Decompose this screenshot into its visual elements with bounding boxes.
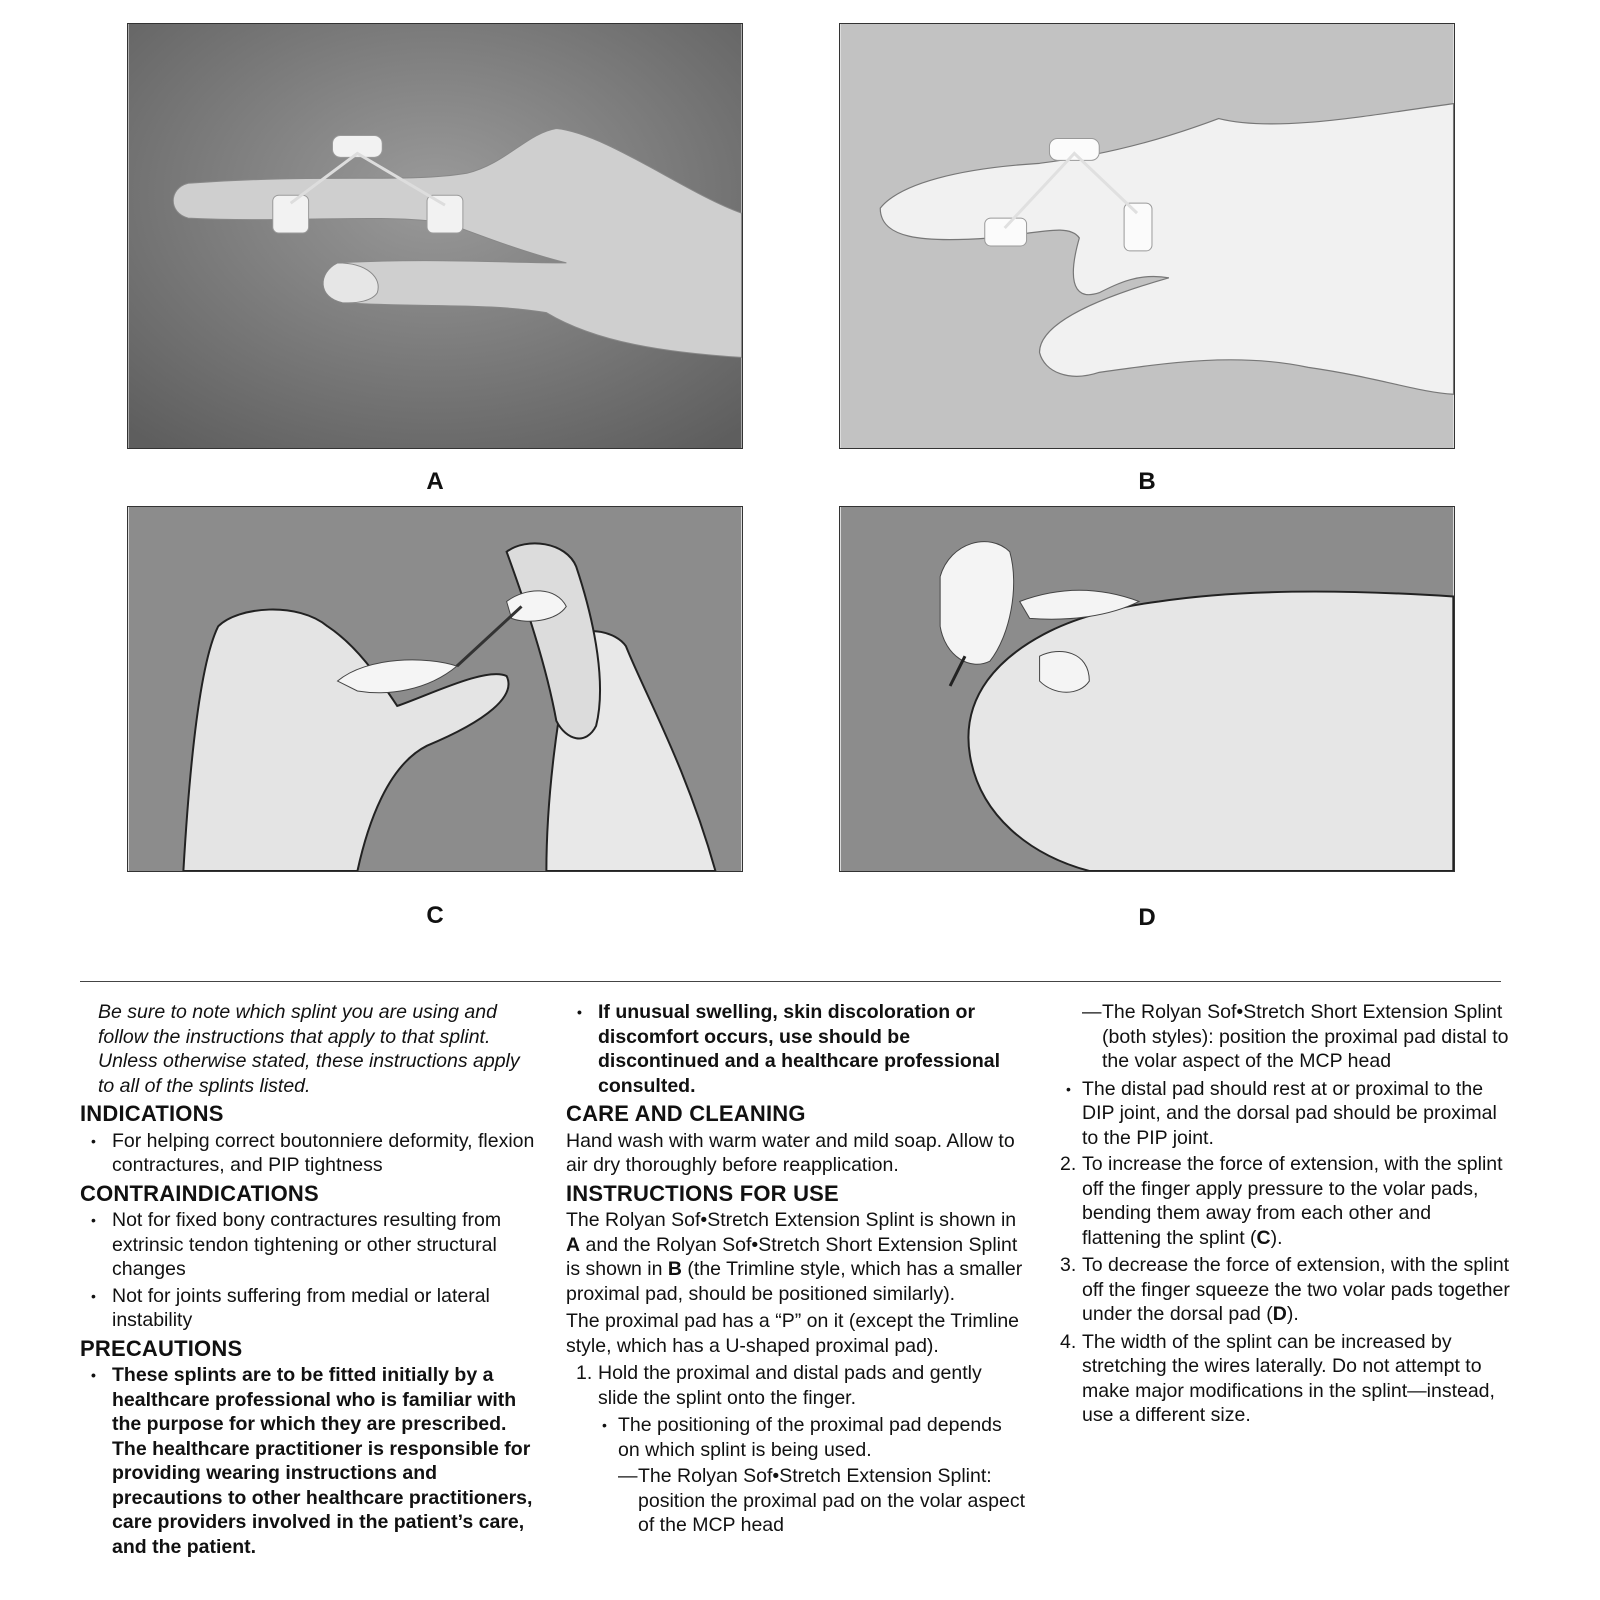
step-3: [1060, 1253, 1510, 1327]
step-1-dash-item: [1060, 1000, 1510, 1074]
step-1-subitem: • The positioning of the proximal pad depends on which splint is being used.: [566, 1413, 1026, 1462]
hand-with-splint-image: [128, 24, 742, 448]
figure-c-photo: [127, 506, 743, 872]
text-run: (the Trimline style, which has a smaller proximal pad, should be positioned similarly).: [566, 1258, 1023, 1305]
proximal-pad-paragraph: The proximal pad has a “P” on it (except the Trimline style, which has a U-shaped proximal pad).: [566, 1310, 1020, 1357]
step-1-dash-item: [566, 1464, 1026, 1538]
text-run: The Rolyan Sof•Stretch Extension Splint is shown in: [566, 1209, 1017, 1231]
figure-b-photo: [839, 23, 1455, 449]
figure-ref: D: [1272, 1303, 1287, 1325]
step-text: To increase the force of extension, with the splint off the finger apply pressure to the volar pads, bending them away from each other and flattening the splint (: [1082, 1153, 1503, 1249]
precautions-item: • If unusual swelling, skin discoloration or discomfort occurs, use should be discontinued and a healthcare professional consulted.: [566, 1000, 1026, 1098]
text-run: and the Rolyan Sof•Stretch Short Extension Splint is shown in: [566, 1233, 1018, 1280]
step-text: ).: [1286, 1303, 1299, 1325]
figure-a-label: A: [426, 468, 444, 495]
step-text: Hold the proximal and distal pads and gently slide the splint onto the finger.: [598, 1362, 982, 1409]
figure-c-label: C: [426, 902, 444, 929]
step-2: [1060, 1152, 1510, 1250]
contraindications-item: • Not for joints suffering from medial or lateral instability: [80, 1284, 540, 1333]
step-number: 4.: [1060, 1330, 1077, 1353]
step-text: To decrease the force of extension, with the splint off the finger squeeze the two volar pads together under the dorsal pad (: [1082, 1254, 1510, 1325]
precautions-heading: PRECAUTIONS: [80, 1335, 243, 1361]
step-1-subitem: • The distal pad should rest at or proximal to the DIP joint, and the dorsal pad should be proximal to the PIP joint.: [1060, 1077, 1510, 1151]
step-4: [1060, 1330, 1510, 1428]
dash-mark: —: [618, 1465, 638, 1487]
dash-mark: —: [1082, 1001, 1102, 1023]
dash-text: The Rolyan Sof•Stretch Extension Splint: position the proximal pad on the volar aspect of the MCP head: [638, 1465, 1025, 1536]
figure-ref: C: [1256, 1226, 1271, 1249]
column-2: [566, 1000, 1026, 1540]
hand-with-short-splint-image: [840, 24, 1454, 448]
dash-text: The Rolyan Sof•Stretch Short Extension Splint (both styles): position the proximal pad distal to the volar aspect of the MCP head: [1102, 1001, 1509, 1072]
hands-flattening-splint-image: [128, 507, 742, 871]
figure-b-label: B: [1138, 468, 1156, 495]
step-text: The width of the splint can be increased by stretching the wires laterally. Do not attempt to make major modifications in the splint—instead, use a different size.: [1082, 1330, 1495, 1426]
step-1: [566, 1361, 1026, 1410]
step-number: 3.: [1060, 1254, 1077, 1276]
care-heading: CARE AND CLEANING: [566, 1101, 806, 1126]
hand-squeezing-splint-image: [840, 507, 1454, 871]
figure-d-label: D: [1138, 904, 1156, 931]
column-3: [1060, 1000, 1510, 1431]
indications-heading: INDICATIONS: [80, 1101, 224, 1126]
step-text: ).: [1270, 1226, 1283, 1249]
splint-note: Be sure to note which splint you are using and follow the instructions that apply to that splint. Unless otherwise stated, these instructions apply to all of the splints listed.: [98, 1001, 520, 1097]
precautions-item: • These splints are to be fitted initially by a healthcare professional who is familiar with the purpose for which they are prescribed. The healthcare practitioner is responsible for providing wearing instructions and precautions to other healthcare practitioners, care providers involved in the patient’s care, and the patient.: [80, 1363, 540, 1559]
contraindications-item: • Not for fixed bony contractures resulting from extrinsic tendon tightening or other structural changes: [80, 1208, 540, 1282]
step-number: 1.: [576, 1362, 593, 1384]
figure-ref: B: [667, 1258, 682, 1280]
column-1: [80, 1000, 540, 1561]
step-number: 2.: [1060, 1153, 1077, 1175]
indications-item: • For helping correct boutonniere deformity, flexion contractures, and PIP tightness: [80, 1129, 540, 1178]
divider-rule: [80, 981, 1501, 982]
instructions-paragraph: [566, 1208, 1026, 1306]
figure-ref: A: [566, 1233, 581, 1256]
contraindications-heading: CONTRAINDICATIONS: [80, 1180, 319, 1206]
care-text: Hand wash with warm water and mild soap. Allow to air dry thoroughly before reapplication.: [566, 1129, 1015, 1176]
instructions-heading: INSTRUCTIONS FOR USE: [566, 1180, 839, 1206]
figure-d-photo: [839, 506, 1455, 872]
figure-a-photo: [127, 23, 743, 449]
